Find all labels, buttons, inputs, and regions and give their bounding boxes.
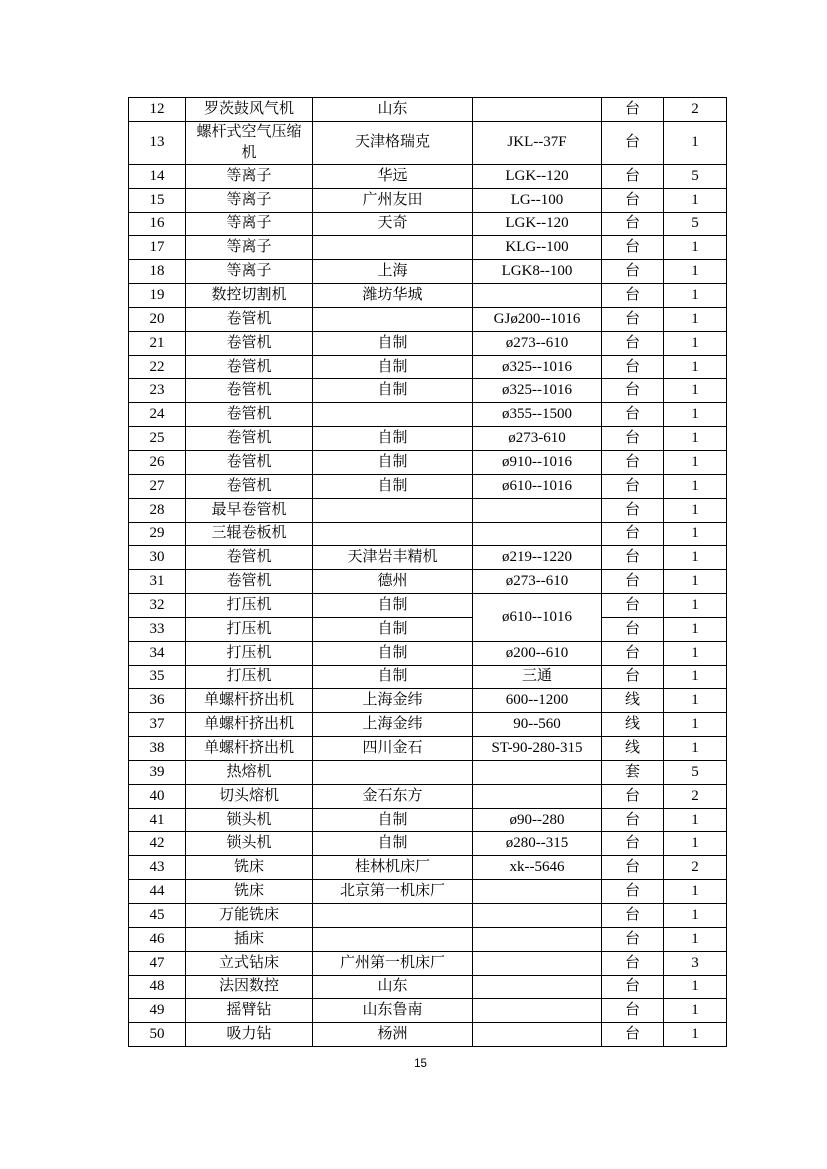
table-row [129,760,727,784]
cell-model: JKL--37F [473,121,602,164]
cell-serial: 35 [129,665,186,689]
cell-quantity: 1 [664,641,727,665]
cell-manufacturer [313,307,473,331]
cell-model: LGK--120 [473,212,602,236]
table-row [129,570,727,594]
table-row [129,713,727,737]
cell-manufacturer: 自制 [313,474,473,498]
cell-quantity: 1 [664,594,727,618]
cell-quantity: 1 [664,617,727,641]
cell-name: 打压机 [186,641,313,665]
cell-manufacturer: 山东 [313,98,473,122]
table-row [129,904,727,928]
cell-serial: 24 [129,403,186,427]
cell-quantity: 1 [664,307,727,331]
cell-manufacturer: 自制 [313,832,473,856]
cell-serial: 38 [129,737,186,761]
table-row [129,999,727,1023]
cell-name: 等离子 [186,236,313,260]
cell-manufacturer: 金石东方 [313,784,473,808]
cell-model: 600--1200 [473,689,602,713]
cell-model: LGK8--100 [473,260,602,284]
cell-quantity: 5 [664,212,727,236]
cell-serial: 47 [129,951,186,975]
cell-model [473,999,602,1023]
cell-manufacturer: 广州友田 [313,188,473,212]
cell-quantity: 1 [664,236,727,260]
table-row [129,784,727,808]
cell-name: 卷管机 [186,427,313,451]
cell-quantity: 1 [664,522,727,546]
cell-name: 等离子 [186,188,313,212]
table-row [129,98,727,122]
cell-unit: 台 [602,403,664,427]
cell-manufacturer [313,927,473,951]
cell-manufacturer: 德州 [313,570,473,594]
cell-name: 万能铣床 [186,904,313,928]
cell-name: 等离子 [186,212,313,236]
cell-manufacturer [313,522,473,546]
cell-model: 90--560 [473,713,602,737]
table-row [129,880,727,904]
cell-manufacturer: 自制 [313,617,473,641]
cell-serial: 28 [129,498,186,522]
cell-unit: 线 [602,713,664,737]
cell-serial: 14 [129,164,186,188]
table-row [129,689,727,713]
cell-model: ø610--1016 [473,594,602,642]
cell-model [473,522,602,546]
cell-unit: 台 [602,665,664,689]
cell-unit: 台 [602,880,664,904]
cell-quantity: 2 [664,856,727,880]
cell-model [473,927,602,951]
cell-quantity: 1 [664,355,727,379]
cell-quantity: 3 [664,951,727,975]
table-row [129,951,727,975]
cell-unit: 台 [602,951,664,975]
cell-quantity: 1 [664,474,727,498]
table-row [129,212,727,236]
cell-model: ø273--610 [473,570,602,594]
cell-unit: 台 [602,164,664,188]
cell-model: ø280--315 [473,832,602,856]
cell-name: 锁头机 [186,832,313,856]
table-row [129,450,727,474]
cell-manufacturer: 桂林机床厂 [313,856,473,880]
cell-serial: 45 [129,904,186,928]
cell-serial: 34 [129,641,186,665]
cell-unit: 台 [602,236,664,260]
cell-manufacturer: 自制 [313,808,473,832]
table-row [129,331,727,355]
cell-unit: 台 [602,999,664,1023]
cell-unit: 台 [602,331,664,355]
table-row [129,737,727,761]
cell-model: ø355--1500 [473,403,602,427]
cell-unit: 台 [602,427,664,451]
cell-serial: 22 [129,355,186,379]
cell-unit: 台 [602,570,664,594]
cell-serial: 39 [129,760,186,784]
cell-name: 立式钻床 [186,951,313,975]
cell-model [473,498,602,522]
cell-name: 等离子 [186,260,313,284]
cell-manufacturer: 潍坊华城 [313,284,473,308]
cell-serial: 20 [129,307,186,331]
cell-manufacturer: 自制 [313,594,473,618]
cell-unit: 台 [602,307,664,331]
cell-manufacturer: 杨洲 [313,1023,473,1047]
cell-serial: 27 [129,474,186,498]
cell-name: 吸力钻 [186,1023,313,1047]
cell-quantity: 1 [664,188,727,212]
cell-unit: 台 [602,121,664,164]
cell-serial: 50 [129,1023,186,1047]
cell-serial: 17 [129,236,186,260]
cell-serial: 36 [129,689,186,713]
cell-quantity: 1 [664,904,727,928]
cell-quantity: 1 [664,832,727,856]
cell-quantity: 2 [664,784,727,808]
cell-serial: 26 [129,450,186,474]
cell-name: 单螺杆挤出机 [186,689,313,713]
cell-serial: 41 [129,808,186,832]
table-row [129,975,727,999]
cell-unit: 台 [602,856,664,880]
cell-model [473,975,602,999]
cell-manufacturer: 四川金石 [313,737,473,761]
cell-serial: 32 [129,594,186,618]
cell-model [473,784,602,808]
cell-quantity: 1 [664,121,727,164]
cell-name: 铣床 [186,856,313,880]
cell-model: ø273-610 [473,427,602,451]
cell-unit: 线 [602,737,664,761]
cell-name: 插床 [186,927,313,951]
table-row [129,1023,727,1047]
cell-model [473,904,602,928]
cell-manufacturer: 自制 [313,355,473,379]
cell-quantity: 1 [664,975,727,999]
cell-manufacturer [313,498,473,522]
cell-name: 卷管机 [186,546,313,570]
cell-manufacturer: 华远 [313,164,473,188]
table-row [129,808,727,832]
cell-manufacturer [313,760,473,784]
cell-name: 罗茨鼓风气机 [186,98,313,122]
cell-unit: 台 [602,474,664,498]
cell-model: ø273--610 [473,331,602,355]
cell-quantity: 1 [664,713,727,737]
table-row [129,927,727,951]
cell-name: 单螺杆挤出机 [186,737,313,761]
table-row [129,427,727,451]
cell-model: ø910--1016 [473,450,602,474]
cell-quantity: 1 [664,1023,727,1047]
cell-name: 单螺杆挤出机 [186,713,313,737]
cell-model: ø610--1016 [473,474,602,498]
cell-quantity: 1 [664,260,727,284]
cell-unit: 台 [602,641,664,665]
cell-serial: 48 [129,975,186,999]
cell-model [473,1023,602,1047]
cell-unit: 台 [602,212,664,236]
cell-quantity: 1 [664,927,727,951]
cell-name: 卷管机 [186,450,313,474]
equipment-table [128,97,727,1047]
cell-quantity: 1 [664,450,727,474]
cell-model [473,98,602,122]
table-row [129,236,727,260]
cell-manufacturer: 自制 [313,450,473,474]
table-row [129,307,727,331]
equipment-table-body [129,98,727,1047]
table-row [129,379,727,403]
cell-quantity: 1 [664,689,727,713]
cell-quantity: 5 [664,760,727,784]
cell-unit: 台 [602,546,664,570]
cell-name: 打压机 [186,617,313,641]
cell-name: 最早卷管机 [186,498,313,522]
table-row [129,474,727,498]
cell-serial: 31 [129,570,186,594]
cell-model: xk--5646 [473,856,602,880]
cell-model: LGK--120 [473,164,602,188]
cell-name: 打压机 [186,665,313,689]
table-row [129,546,727,570]
table-row [129,164,727,188]
cell-model [473,760,602,784]
cell-model: ST-90-280-315 [473,737,602,761]
cell-serial: 42 [129,832,186,856]
table-row [129,403,727,427]
cell-quantity: 1 [664,546,727,570]
cell-quantity: 1 [664,379,727,403]
cell-serial: 43 [129,856,186,880]
cell-manufacturer [313,236,473,260]
cell-name: 热熔机 [186,760,313,784]
cell-unit: 台 [602,379,664,403]
cell-unit: 台 [602,617,664,641]
cell-serial: 23 [129,379,186,403]
cell-unit: 台 [602,904,664,928]
cell-model: GJø200--1016 [473,307,602,331]
table-row [129,641,727,665]
cell-manufacturer [313,403,473,427]
cell-serial: 25 [129,427,186,451]
cell-serial: 33 [129,617,186,641]
cell-serial: 29 [129,522,186,546]
table-row [129,355,727,379]
cell-serial: 12 [129,98,186,122]
cell-name: 卷管机 [186,403,313,427]
cell-name: 三辊卷板机 [186,522,313,546]
cell-name: 切头熔机 [186,784,313,808]
cell-unit: 台 [602,98,664,122]
table-row [129,188,727,212]
table-row [129,594,727,618]
cell-manufacturer: 自制 [313,379,473,403]
cell-name: 螺杆式空气压缩机 [186,121,313,164]
cell-unit: 台 [602,450,664,474]
cell-name: 卷管机 [186,331,313,355]
cell-model: KLG--100 [473,236,602,260]
cell-model [473,284,602,308]
cell-manufacturer: 北京第一机床厂 [313,880,473,904]
cell-name: 锁头机 [186,808,313,832]
table-row [129,856,727,880]
cell-unit: 台 [602,1023,664,1047]
cell-quantity: 1 [664,331,727,355]
cell-name: 卷管机 [186,379,313,403]
cell-name: 法因数控 [186,975,313,999]
table-row [129,832,727,856]
cell-manufacturer: 自制 [313,665,473,689]
cell-serial: 49 [129,999,186,1023]
cell-serial: 37 [129,713,186,737]
cell-quantity: 1 [664,284,727,308]
cell-manufacturer: 自制 [313,331,473,355]
cell-quantity: 2 [664,98,727,122]
cell-manufacturer: 山东 [313,975,473,999]
cell-manufacturer: 自制 [313,427,473,451]
cell-unit: 套 [602,760,664,784]
cell-quantity: 1 [664,498,727,522]
table-row [129,498,727,522]
cell-unit: 台 [602,260,664,284]
cell-model: ø200--610 [473,641,602,665]
page-number: 15 [414,1058,427,1070]
cell-manufacturer: 天津岩丰精机 [313,546,473,570]
cell-manufacturer: 天津格瑞克 [313,121,473,164]
cell-unit: 台 [602,498,664,522]
cell-name: 卷管机 [186,307,313,331]
cell-serial: 46 [129,927,186,951]
cell-unit: 台 [602,975,664,999]
table-row [129,121,727,164]
table-row [129,665,727,689]
cell-quantity: 1 [664,665,727,689]
table-row [129,617,727,641]
cell-quantity: 5 [664,164,727,188]
cell-model: LG--100 [473,188,602,212]
cell-serial: 44 [129,880,186,904]
cell-quantity: 1 [664,403,727,427]
cell-serial: 18 [129,260,186,284]
cell-unit: 台 [602,522,664,546]
cell-serial: 16 [129,212,186,236]
cell-unit: 台 [602,832,664,856]
cell-manufacturer: 山东鲁南 [313,999,473,1023]
table-row [129,260,727,284]
cell-model [473,951,602,975]
cell-model: ø325--1016 [473,355,602,379]
cell-name: 等离子 [186,164,313,188]
cell-unit: 台 [602,927,664,951]
cell-manufacturer: 上海金纬 [313,713,473,737]
table-row [129,522,727,546]
cell-unit: 台 [602,808,664,832]
cell-unit: 台 [602,594,664,618]
cell-manufacturer: 上海金纬 [313,689,473,713]
cell-name: 卷管机 [186,474,313,498]
cell-serial: 21 [129,331,186,355]
cell-quantity: 1 [664,808,727,832]
cell-manufacturer: 自制 [313,641,473,665]
cell-unit: 台 [602,188,664,212]
cell-manufacturer [313,904,473,928]
cell-serial: 30 [129,546,186,570]
cell-model: ø219--1220 [473,546,602,570]
cell-model: ø90--280 [473,808,602,832]
cell-serial: 15 [129,188,186,212]
cell-unit: 台 [602,284,664,308]
cell-name: 卷管机 [186,570,313,594]
cell-quantity: 1 [664,737,727,761]
cell-quantity: 1 [664,999,727,1023]
cell-unit: 台 [602,784,664,808]
cell-quantity: 1 [664,427,727,451]
cell-unit: 台 [602,355,664,379]
cell-name: 卷管机 [186,355,313,379]
cell-name: 打压机 [186,594,313,618]
cell-serial: 40 [129,784,186,808]
cell-manufacturer: 天奇 [313,212,473,236]
cell-name: 数控切割机 [186,284,313,308]
cell-unit: 线 [602,689,664,713]
cell-manufacturer: 上海 [313,260,473,284]
cell-model [473,880,602,904]
cell-quantity: 1 [664,570,727,594]
cell-name: 摇臂钻 [186,999,313,1023]
cell-quantity: 1 [664,880,727,904]
cell-serial: 13 [129,121,186,164]
table-row [129,284,727,308]
cell-name: 铣床 [186,880,313,904]
cell-serial: 19 [129,284,186,308]
cell-model: ø325--1016 [473,379,602,403]
cell-model: 三通 [473,665,602,689]
cell-manufacturer: 广州第一机床厂 [313,951,473,975]
